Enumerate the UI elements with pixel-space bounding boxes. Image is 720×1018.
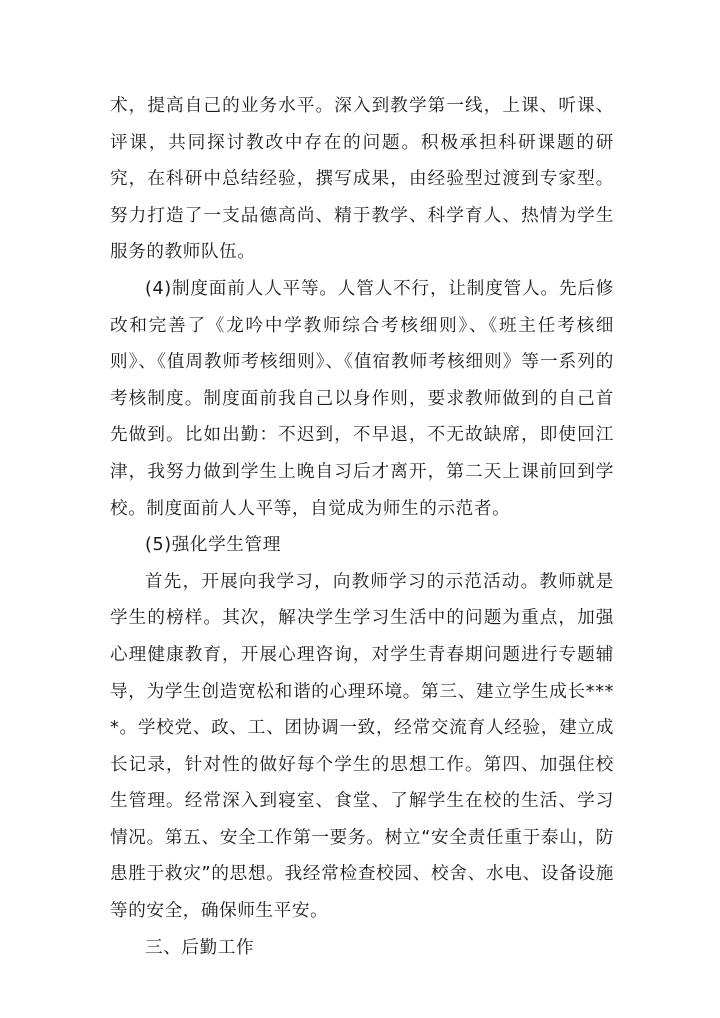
paragraph-student-management: 首先，开展向我学习，向教师学习的示范活动。教师就是学生的榜样。其次，解决学生学习生活中的问题为重点，加强心理健康教育，开展心理咨询，对学生青春期问题进行专题辅导，为学生创造宽松和谐的心理环境。第三、建立学生成长****。学校党、政、工、团协调一致，经常交流育人经验，建立成长记录，针对性的做好每个学生的思想工作。第四、加强住校生管理。经常深入到寝室、食堂、了解学生在校的生活、学习情况。第五、安全工作第一要务。树立“安全责任重于泰山，防患胜于救灾”的思想。我经常检查校园、校舍、水电、设备设施等的安全，确保师生平安。 — [110, 571, 614, 922]
document-body — [110, 88, 614, 966]
section-heading-student-management: (5)强化学生管理 — [145, 535, 281, 556]
section-heading-logistics: 三、后勤工作 — [145, 937, 255, 958]
paragraph-system-equality: (4)制度面前人人平等。人管人不行，让制度管人。先后修改和完善了《龙吟中学教师综合考核细则》、《班主任考核细则》、《值周教师考核细则》、《值宿教师考核细则》等一系列的考核制度。制度面前我自己以身作则，要求教师做到的自己首先做到。比如出勤：不迟到，不早退，不无故缺席，即使回江津，我努力做到学生上晚自习后才离开，第二天上课前回到学校。制度面前人人平等，自觉成为师生的示范者。 — [110, 278, 614, 519]
paragraph-continuation: 术，提高自己的业务水平。深入到教学第一线，上课、听课、评课，共同探讨教改中存在的问题。积极承担科研课题的研究，在科研中总结经验，撰写成果，由经验型过渡到专家型。努力打造了一支品德高尚、精于教学、科学育人、热情为学生服务的教师队伍。 — [110, 96, 614, 263]
